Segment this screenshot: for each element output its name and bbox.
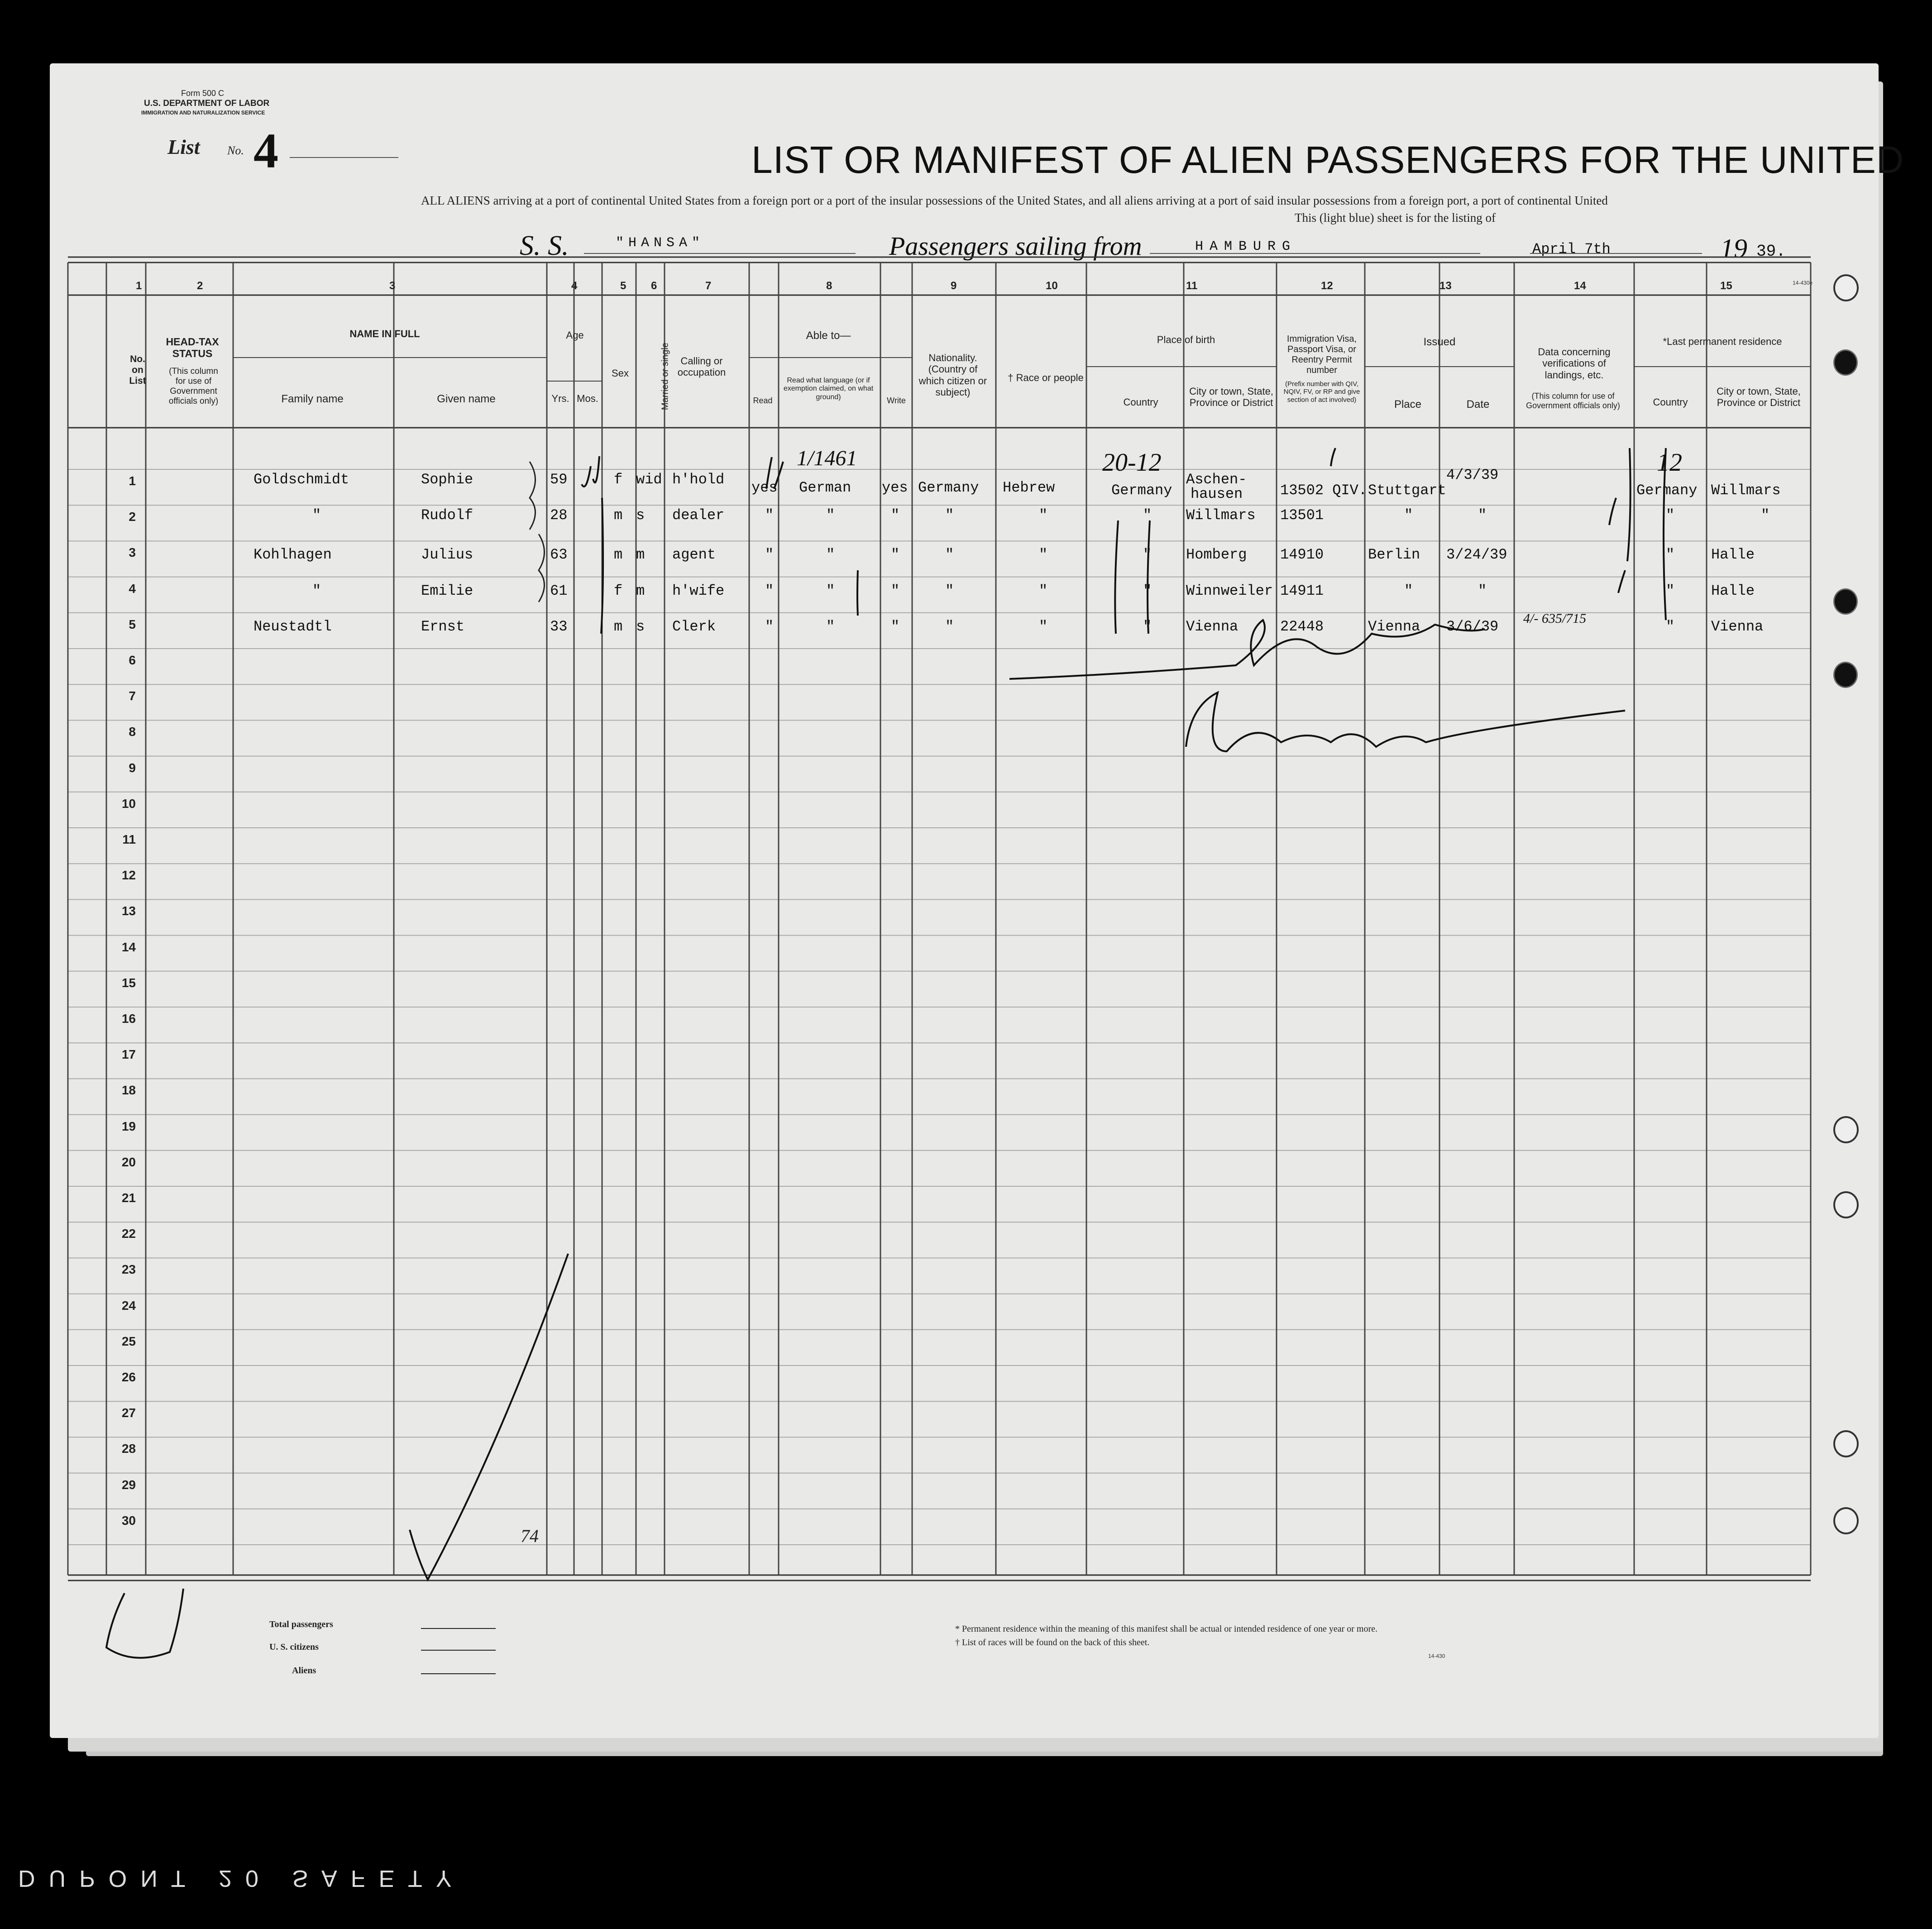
sex: f [614,582,623,599]
occupation: dealer [672,507,725,524]
binder-hole [1833,1116,1859,1143]
issue-date: " [1478,582,1487,599]
row-number: 15 [121,975,136,990]
issue-place: Stuttgart [1368,482,1446,499]
birth-country: " [1143,618,1152,635]
birth-country: " [1143,546,1152,563]
read-language: " [826,582,835,599]
binder-hole [1833,1191,1859,1218]
row-number: 26 [121,1370,136,1384]
given-name: Emilie [421,582,473,599]
row-number: 5 [129,617,136,631]
sex: m [614,618,623,635]
header-sex: Sex [612,368,629,379]
race: " [1039,582,1048,599]
ss-label: S. S. [520,230,569,261]
subtitle-2: This (light blue) sheet is for the listing of [1295,211,1496,224]
binder-hole [1833,1507,1859,1534]
given-name: Julius [421,546,473,563]
visa-number: 13501 [1280,507,1324,524]
marital-status: m [636,582,645,599]
family-name: Neustadtl [253,618,332,635]
birth-city: Aschen- [1186,471,1247,488]
marital-status: wid [636,471,662,488]
binder-hole [1833,274,1859,301]
can-read: " [765,582,774,599]
read-language: German [799,479,851,496]
occupation: agent [672,546,716,563]
row-number: 20 [121,1155,136,1169]
header-issue-place: Place [1394,398,1422,411]
birth-city: Homberg [1186,546,1247,563]
column-number: 7 [705,280,712,292]
residence-city: Halle [1711,582,1755,599]
can-read: " [765,618,774,635]
header-given-name: Given name [437,393,496,405]
can-read: yes [751,479,778,496]
age-years: 63 [550,546,568,563]
issue-date: 3/24/39 [1446,546,1507,563]
given-name: Sophie [421,471,473,488]
row-number: 2 [129,510,136,524]
given-name: Rudolf [421,507,473,524]
form-number: Form 500 C [181,89,225,98]
header-read: Read [753,396,773,405]
header-visa: Immigration Visa, Passport Visa, or Reentry Permit number [1286,334,1357,375]
can-write: yes [882,479,908,496]
header-head-tax: HEAD-TAX STATUS [166,336,219,360]
header-head-tax-note: (This column for use of Government officials only) [168,367,219,406]
residence-city: " [1761,507,1770,524]
column-number: 4 [571,280,578,292]
header-months: Mos. [577,393,598,404]
can-write: " [891,582,900,599]
verification-note: 4/- 635/715 [1523,611,1587,626]
column-number: 2 [197,280,203,292]
header-data-note: (This column for use of Government officials only) [1526,392,1620,410]
residence-country: " [1666,582,1675,599]
subtitle-1: ALL ALIENS arriving at a port of continental United States from a foreign port or a port of the insular possessions of the United States, and all aliens arriving at a port of said insular possessions from a foreign port, a port of continental United [421,194,1608,207]
row-number: 4 [129,581,136,596]
column-number: 15 [1720,280,1732,292]
row-number: 22 [121,1227,136,1241]
sailing-label: Passengers sailing from [889,231,1142,261]
form-code: 14-430e [1793,280,1813,286]
can-write: " [891,546,900,563]
read-language: " [826,618,835,635]
residence-country: " [1666,618,1675,635]
column-number: 9 [951,280,957,292]
birth-city: Willmars [1186,507,1256,524]
header-age: Age [566,329,584,341]
row-number: 3 [129,545,136,560]
birth-country: " [1143,507,1152,524]
header-visa-note: (Prefix number with QIV, NQIV, FV, or RP and give section of act involved) [1283,380,1360,404]
film-edge-marking: DUPONT 20 SAFETY [18,1865,465,1891]
header-nationality: Nationality. (Country of which citizen or subject) [918,352,987,398]
header-birth-city: City or town, State, Province or District [1189,386,1273,409]
header-residence-country: Country [1653,396,1688,408]
footer-total-passengers: Total passengers [269,1619,333,1629]
row-number: 13 [121,904,136,918]
row-number: 1 [129,474,136,488]
header-place-of-birth: Place of birth [1157,334,1215,345]
row-number: 30 [121,1513,136,1528]
header-race: † Race or people [1008,372,1084,383]
residence-country: " [1666,546,1675,563]
binder-hole [1833,349,1858,376]
row-number: 27 [121,1406,136,1420]
birth-city: Winnweiler [1186,582,1273,599]
column-number: 8 [826,280,832,292]
row-number: 24 [121,1298,136,1313]
column-number: 5 [620,280,626,292]
family-name: " [312,582,321,599]
residence-city: Halle [1711,546,1755,563]
can-read: " [765,546,774,563]
header-write: Write [887,396,906,405]
occupation: h'hold [672,471,725,488]
row-number: 21 [121,1191,136,1205]
birth-city: hausen [1191,486,1243,502]
given-name: Ernst [421,618,465,635]
list-label: List [167,135,200,158]
handwritten-tick [106,1254,568,1658]
header-family-name: Family name [281,393,344,405]
header-issued: Issued [1423,336,1456,348]
binder-hole [1833,662,1858,688]
header-issue-date: Date [1466,398,1490,411]
occupation: Clerk [672,618,716,635]
column-number: 14 [1574,280,1586,292]
column-number: 6 [651,280,657,292]
no-label: No. [227,144,244,157]
column-number: 10 [1046,280,1058,292]
header-data-concerning: Data concerning verifications of landings, etc. [1538,346,1611,381]
row-number: 9 [129,760,136,775]
row-number: 28 [121,1442,136,1456]
family-name: Kohlhagen [253,546,332,563]
year-suffix: 39. [1756,242,1786,261]
footer-note-residence: * Permanent residence within the meaning of this manifest shall be actual or intended residence of one year or more. [955,1624,1378,1634]
row-number: 11 [122,832,136,846]
stamp-annotation: 20-12 [1102,449,1162,477]
visa-number: 14911 [1280,582,1324,599]
column-number: 12 [1321,280,1333,292]
row-number: 16 [121,1012,136,1026]
header-name-in-full: NAME IN FULL [349,328,420,339]
marital-status: s [636,507,645,524]
birth-country: " [1143,582,1152,599]
visa-number: 13502 QIV. [1280,482,1368,499]
header-able-to: Able to— [806,329,851,342]
can-write: " [891,618,900,635]
issue-date: 4/3/39 [1446,467,1499,483]
signature-2 [1186,692,1625,751]
header-years: Yrs. [551,393,569,404]
visa-number: 22448 [1280,618,1324,635]
residence-city: Willmars [1711,482,1781,499]
issue-place: Vienna [1368,618,1420,635]
bracket-marks [530,462,545,602]
header-calling: Calling or occupation [677,355,726,378]
issue-place: Berlin [1368,546,1420,563]
sex: m [614,546,623,563]
row-number: 14 [121,940,136,954]
row-number: 6 [129,653,136,667]
age-years: 61 [550,582,568,599]
family-name: " [312,507,321,524]
binder-hole [1833,588,1858,615]
read-language: " [826,546,835,563]
can-write: " [891,507,900,524]
row-number: 25 [121,1334,136,1348]
column-number: 1 [136,280,142,292]
birth-country: Germany [1111,482,1172,499]
read-language: " [826,507,835,524]
year-prefix: 19 [1720,234,1747,263]
sex: f [614,471,623,488]
residence-city: Vienna [1711,618,1764,635]
race: " [1039,507,1048,524]
birth-city: Vienna [1186,618,1239,635]
header-residence-city: City or town, State, Province or District [1717,386,1801,409]
row-number: 18 [121,1083,136,1098]
stamp-annotation: 12 [1657,449,1682,477]
row-number: 12 [121,868,136,883]
nationality: " [945,582,954,599]
race: " [1039,618,1048,635]
can-read: " [765,507,774,524]
age-years: 28 [550,507,568,524]
sailing-date: April 7th [1532,241,1611,258]
header-no-on-list: No. on List [129,354,146,387]
family-name: Goldschmidt [253,471,349,488]
row-number: 10 [121,796,136,811]
nationality: " [945,546,954,563]
issue-place: " [1404,582,1413,599]
age-years: 33 [550,618,568,635]
issue-place: " [1404,507,1413,524]
row-number: 19 [121,1119,136,1133]
issue-date: 3/6/39 [1446,618,1499,635]
marital-status: s [636,618,645,635]
header-read-language: Read what language (or if exemption claimed, on what ground) [783,377,874,401]
row-number: 17 [121,1047,136,1062]
occupation: h'wife [672,582,725,599]
age-years: 59 [550,471,568,488]
sex: m [614,507,623,524]
manifest-title: LIST OR MANIFEST OF ALIEN PASSENGERS FOR THE UNITED [751,138,1904,181]
footer-note-races: † List of races will be found on the back of this sheet. [955,1638,1150,1647]
nationality: Germany [918,479,979,496]
marital-status: m [636,546,645,563]
service-label: IMMIGRATION AND NATURALIZATION SERVICE [141,110,265,116]
visa-number: 14910 [1280,546,1324,563]
stamp-annotation: 1/1461 [797,446,857,470]
column-number: 11 [1186,280,1198,292]
list-number: 4 [253,123,278,178]
row-number: 29 [121,1477,136,1492]
nationality: " [945,507,954,524]
binder-hole [1833,1430,1859,1457]
header-birth-country: Country [1123,396,1158,408]
form-code-bottom: 14-430 [1428,1653,1445,1659]
footer-us-citizens: U. S. citizens [269,1642,319,1652]
row-number: 8 [129,725,136,739]
residence-country: Germany [1636,482,1698,499]
race: " [1039,546,1048,563]
header-last-residence: *Last permanent residence [1663,336,1782,347]
column-number: 13 [1439,280,1452,292]
issue-date: " [1478,507,1487,524]
residence-country: " [1666,507,1675,524]
count-annotation: 74 [521,1526,539,1546]
port-name: HAMBURG [1195,239,1297,254]
row-number: 7 [129,689,136,703]
ship-name: "HANSA" [616,235,705,251]
header-married: Married or single [660,343,670,410]
race: Hebrew [1003,479,1055,496]
department-label: U.S. DEPARTMENT OF LABOR [144,99,270,108]
row-number: 23 [121,1262,136,1277]
footer-aliens: Aliens [292,1666,316,1676]
column-number: 3 [389,280,396,292]
nationality: " [945,618,954,635]
